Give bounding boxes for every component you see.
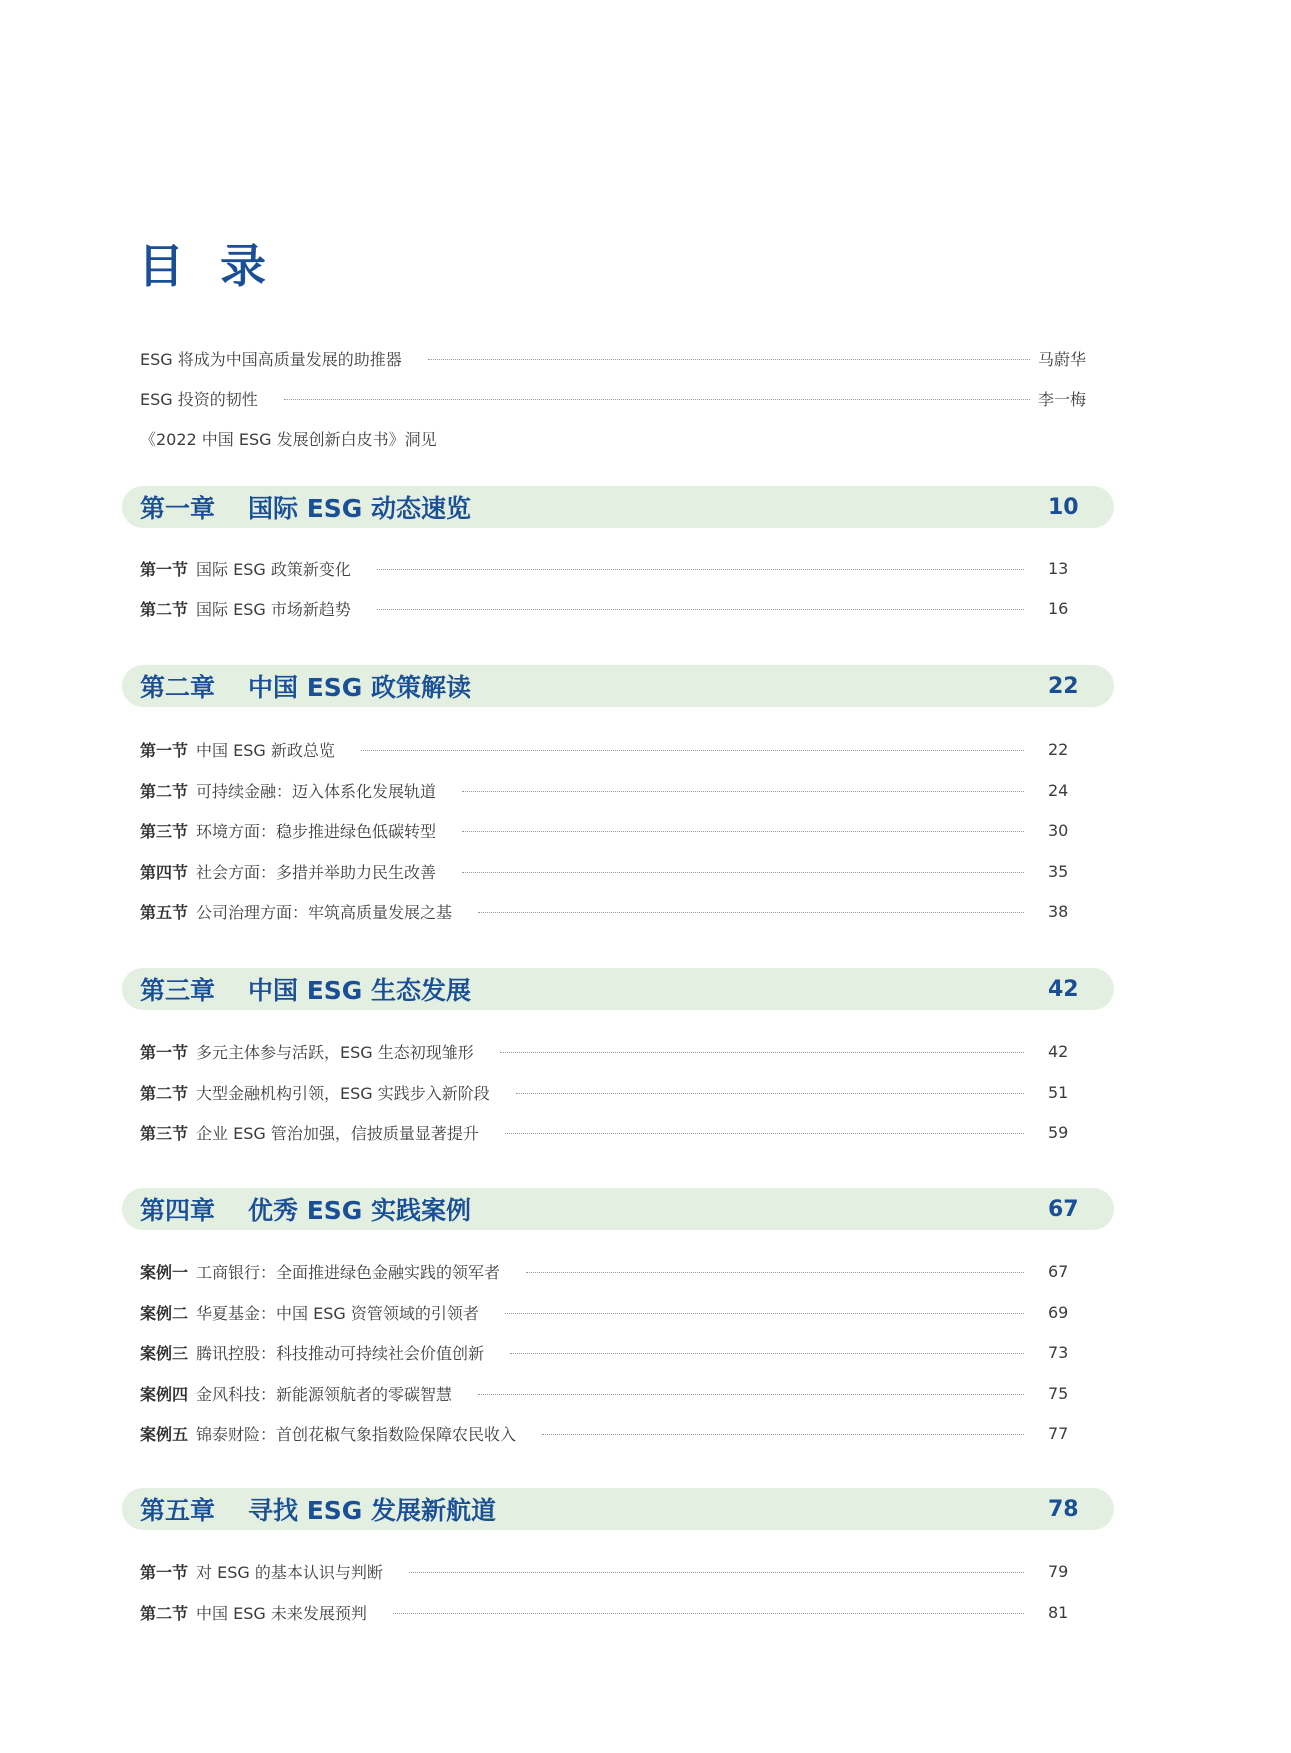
chapter-header[interactable] [122, 486, 1114, 528]
section-page: 73 [1048, 1342, 1069, 1362]
chapter-number: 第一章 [140, 494, 216, 523]
chapter-number: 第二章 [140, 673, 216, 702]
intro-row[interactable] [140, 423, 1100, 453]
section-label: 案例一 [140, 1262, 189, 1282]
section-row[interactable] [140, 734, 1100, 764]
section-label: 第三节 [140, 821, 189, 841]
section-text: 中国 ESG 新政总览 [196, 740, 335, 760]
chapter-page: 10 [1048, 494, 1079, 520]
section-row[interactable] [140, 1297, 1100, 1327]
section-page: 35 [1048, 861, 1069, 881]
dot-leader [284, 399, 1030, 400]
dot-leader [500, 1052, 1024, 1053]
section-row[interactable] [140, 1378, 1100, 1408]
section-text: 可持续金融：迈入体系化发展轨道 [196, 781, 437, 801]
dot-leader [409, 1572, 1024, 1573]
section-label: 案例四 [140, 1384, 189, 1404]
section-text: 社会方面：多措并举助力民生改善 [196, 862, 437, 882]
chapter-page: 67 [1048, 1196, 1079, 1222]
section-row[interactable] [140, 1077, 1100, 1107]
section-label: 第一节 [140, 1042, 189, 1062]
dot-leader [478, 1394, 1024, 1395]
chapter-title: 寻找 ESG 发展新航道 [248, 1496, 497, 1525]
section-page: 51 [1048, 1082, 1069, 1102]
section-label: 第一节 [140, 559, 189, 579]
section-label: 案例三 [140, 1343, 189, 1363]
section-label: 第二节 [140, 1603, 189, 1623]
section-page: 42 [1048, 1041, 1069, 1061]
section-page: 75 [1048, 1383, 1069, 1403]
section-text: 腾讯控股：科技推动可持续社会价值创新 [196, 1343, 485, 1363]
dot-leader [377, 609, 1024, 610]
section-label: 第二节 [140, 781, 189, 801]
section-text: 国际 ESG 政策新变化 [196, 559, 351, 579]
section-page: 67 [1048, 1261, 1069, 1281]
section-text: 公司治理方面：牢筑高质量发展之基 [196, 902, 453, 922]
chapter-page: 22 [1048, 673, 1079, 699]
section-text: 环境方面：稳步推进绿色低碳转型 [196, 821, 437, 841]
section-text: 多元主体参与活跃，ESG 生态初现雏形 [196, 1042, 474, 1062]
section-label: 第四节 [140, 862, 189, 882]
section-page: 16 [1048, 598, 1069, 618]
section-row[interactable] [140, 1556, 1100, 1586]
section-label: 案例五 [140, 1424, 189, 1444]
chapter-page: 42 [1048, 976, 1079, 1002]
dot-leader [505, 1313, 1024, 1314]
chapter-number: 第四章 [140, 1196, 216, 1225]
chapter-title: 中国 ESG 生态发展 [248, 976, 472, 1005]
section-text: 国际 ESG 市场新趋势 [196, 599, 351, 619]
section-text: 工商银行：全面推进绿色金融实践的领军者 [196, 1262, 501, 1282]
dot-leader [393, 1613, 1024, 1614]
intro-row[interactable] [140, 343, 1100, 373]
section-page: 81 [1048, 1602, 1069, 1622]
intro-author: 马蔚华 [1038, 349, 1087, 369]
section-row[interactable] [140, 1256, 1100, 1286]
chapter-number: 第三章 [140, 976, 216, 1005]
section-page: 79 [1048, 1561, 1069, 1581]
section-row[interactable] [140, 775, 1100, 805]
section-text: 金风科技：新能源领航者的零碳智慧 [196, 1384, 453, 1404]
section-row[interactable] [140, 815, 1100, 845]
section-text: 对 ESG 的基本认识与判断 [196, 1562, 383, 1582]
dot-leader [526, 1272, 1024, 1273]
intro-text: ESG 投资的韧性 [140, 389, 258, 409]
section-text: 企业 ESG 管治加强，信披质量显著提升 [196, 1123, 479, 1143]
section-page: 30 [1048, 820, 1069, 840]
dot-leader [462, 831, 1024, 832]
chapter-header[interactable] [122, 1488, 1114, 1530]
section-row[interactable] [140, 896, 1100, 926]
intro-row[interactable] [140, 383, 1100, 413]
section-page: 24 [1048, 780, 1069, 800]
intro-text: ESG 将成为中国高质量发展的助推器 [140, 349, 402, 369]
section-text: 大型金融机构引领，ESG 实践步入新阶段 [196, 1083, 490, 1103]
dot-leader [462, 872, 1024, 873]
chapter-header[interactable] [122, 1188, 1114, 1230]
section-page: 59 [1048, 1122, 1069, 1142]
dot-leader [462, 791, 1024, 792]
dot-leader [478, 912, 1024, 913]
chapter-page: 78 [1048, 1496, 1079, 1522]
section-text: 锦泰财险：首创花椒气象指数险保障农民收入 [196, 1424, 517, 1444]
section-label: 第二节 [140, 599, 189, 619]
section-page: 38 [1048, 901, 1069, 921]
section-label: 第二节 [140, 1083, 189, 1103]
section-page: 22 [1048, 739, 1069, 759]
section-label: 第三节 [140, 1123, 189, 1143]
section-row[interactable] [140, 1597, 1100, 1627]
chapter-title: 国际 ESG 动态速览 [248, 494, 472, 523]
chapter-number: 第五章 [140, 1496, 216, 1525]
section-row[interactable] [140, 1117, 1100, 1147]
dot-leader [361, 750, 1024, 751]
section-page: 69 [1048, 1302, 1069, 1322]
section-row[interactable] [140, 1418, 1100, 1448]
chapter-header[interactable] [122, 665, 1114, 707]
section-row[interactable] [140, 1337, 1100, 1367]
intro-text: 《2022 中国 ESG 发展创新白皮书》洞见 [140, 429, 437, 449]
section-row[interactable] [140, 856, 1100, 886]
section-label: 第一节 [140, 1562, 189, 1582]
section-row[interactable] [140, 593, 1100, 623]
section-row[interactable] [140, 1036, 1100, 1066]
section-row[interactable] [140, 553, 1100, 583]
section-label: 第五节 [140, 902, 189, 922]
dot-leader [510, 1353, 1024, 1354]
dot-leader [516, 1093, 1024, 1094]
dot-leader [428, 359, 1030, 360]
intro-author: 李一梅 [1038, 389, 1087, 409]
section-label: 案例二 [140, 1303, 189, 1323]
chapter-title: 中国 ESG 政策解读 [248, 673, 472, 702]
section-page: 13 [1048, 558, 1069, 578]
section-page: 77 [1048, 1423, 1069, 1443]
chapter-header[interactable] [122, 968, 1114, 1010]
section-text: 华夏基金：中国 ESG 资管领域的引领者 [196, 1303, 479, 1323]
dot-leader [505, 1133, 1024, 1134]
section-text: 中国 ESG 未来发展预判 [196, 1603, 367, 1623]
page-title: 目 录 [138, 239, 277, 293]
chapter-title: 优秀 ESG 实践案例 [248, 1196, 472, 1225]
dot-leader [377, 569, 1024, 570]
section-label: 第一节 [140, 740, 189, 760]
dot-leader [542, 1434, 1024, 1435]
